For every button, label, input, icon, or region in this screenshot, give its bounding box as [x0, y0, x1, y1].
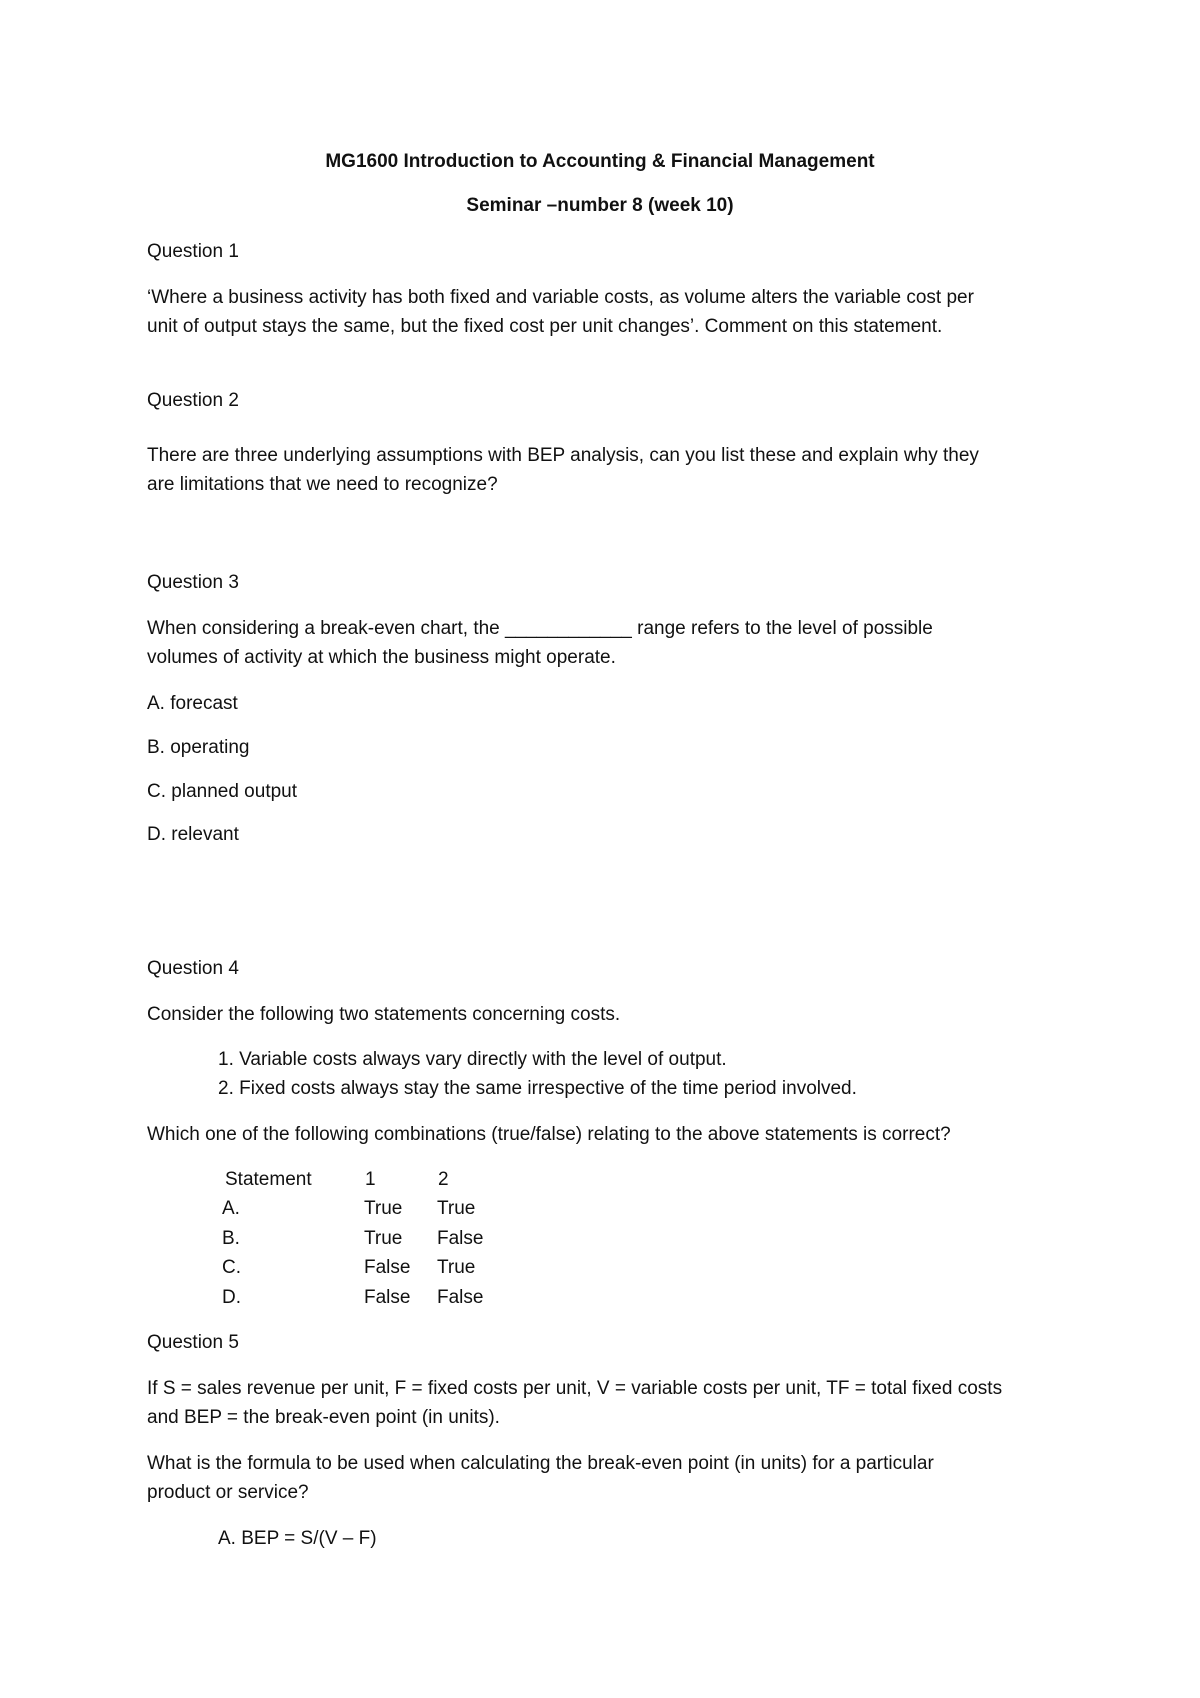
table-cell-option: D. — [222, 1287, 241, 1308]
table-cell-statement-2: True — [437, 1198, 476, 1219]
document-title: MG1600 Introduction to Accounting & Financial Management — [325, 151, 875, 172]
question-4-intro: Consider the following two statements concerning costs. — [147, 1004, 621, 1025]
question-3-option-a: A. forecast — [147, 693, 238, 714]
question-3-text-line-1: When considering a break-even chart, the ____________ range refers to the level of possible — [147, 618, 933, 639]
table-cell-option: B. — [222, 1228, 240, 1249]
table-header-statement: Statement — [225, 1169, 312, 1190]
document-subtitle: Seminar –number 8 (week 10) — [466, 195, 734, 216]
question-2-text-line-1: There are three underlying assumptions with BEP analysis, can you list these and explain why they — [147, 445, 979, 466]
table-cell-option: A. — [222, 1198, 240, 1219]
question-5-text-line-3: What is the formula to be used when calculating the break-even point (in units) for a particular — [147, 1453, 934, 1474]
table-cell-statement-1: False — [364, 1287, 411, 1308]
table-row — [222, 1253, 522, 1282]
question-5-text-line-1: If S = sales revenue per unit, F = fixed costs per unit, V = variable costs per unit, TF = total fixed costs — [147, 1378, 1003, 1399]
question-4-heading: Question 4 — [147, 958, 239, 979]
question-2-heading: Question 2 — [147, 390, 239, 411]
table-header-row — [225, 1165, 525, 1194]
table-cell-statement-1: True — [364, 1198, 403, 1219]
table-cell-statement-1: True — [364, 1228, 403, 1249]
question-5-text-line-2: and BEP = the break-even point (in units). — [147, 1407, 500, 1428]
question-5-text-line-4: product or service? — [147, 1482, 309, 1503]
question-2-text-line-2: are limitations that we need to recognize? — [147, 474, 498, 495]
question-4-statement-2: 2. Fixed costs always stay the same irrespective of the time period involved. — [218, 1078, 857, 1099]
question-3-heading: Question 3 — [147, 572, 239, 593]
question-4-statement-1: 1. Variable costs always vary directly with the level of output. — [218, 1049, 727, 1070]
table-cell-statement-1: False — [364, 1257, 411, 1278]
question-3-option-d: D. relevant — [147, 824, 239, 845]
question-4-question: Which one of the following combinations (true/false) relating to the above statements is correct? — [147, 1124, 951, 1145]
question-3-option-b: B. operating — [147, 737, 250, 758]
table-row — [222, 1283, 522, 1312]
table-cell-statement-2: False — [437, 1287, 484, 1308]
question-3-option-c: C. planned output — [147, 781, 298, 802]
question-1-text-line-2: unit of output stays the same, but the fixed cost per unit changes’. Comment on this statement. — [147, 316, 943, 337]
question-5-option-a: A. BEP = S/(V – F) — [218, 1528, 377, 1549]
table-cell-statement-2: False — [437, 1228, 484, 1249]
question-3-text-line-2: volumes of activity at which the business might operate. — [147, 647, 616, 668]
table-cell-statement-2: True — [437, 1257, 476, 1278]
question-5-heading: Question 5 — [147, 1332, 239, 1353]
table-header-2: 2 — [438, 1169, 449, 1190]
question-1-heading: Question 1 — [147, 241, 239, 262]
question-1-text-line-1: ‘Where a business activity has both fixed and variable costs, as volume alters the variable cost per — [147, 287, 974, 308]
table-row — [222, 1194, 522, 1223]
table-row — [222, 1224, 522, 1253]
table-cell-option: C. — [222, 1257, 241, 1278]
table-header-1: 1 — [365, 1169, 376, 1190]
